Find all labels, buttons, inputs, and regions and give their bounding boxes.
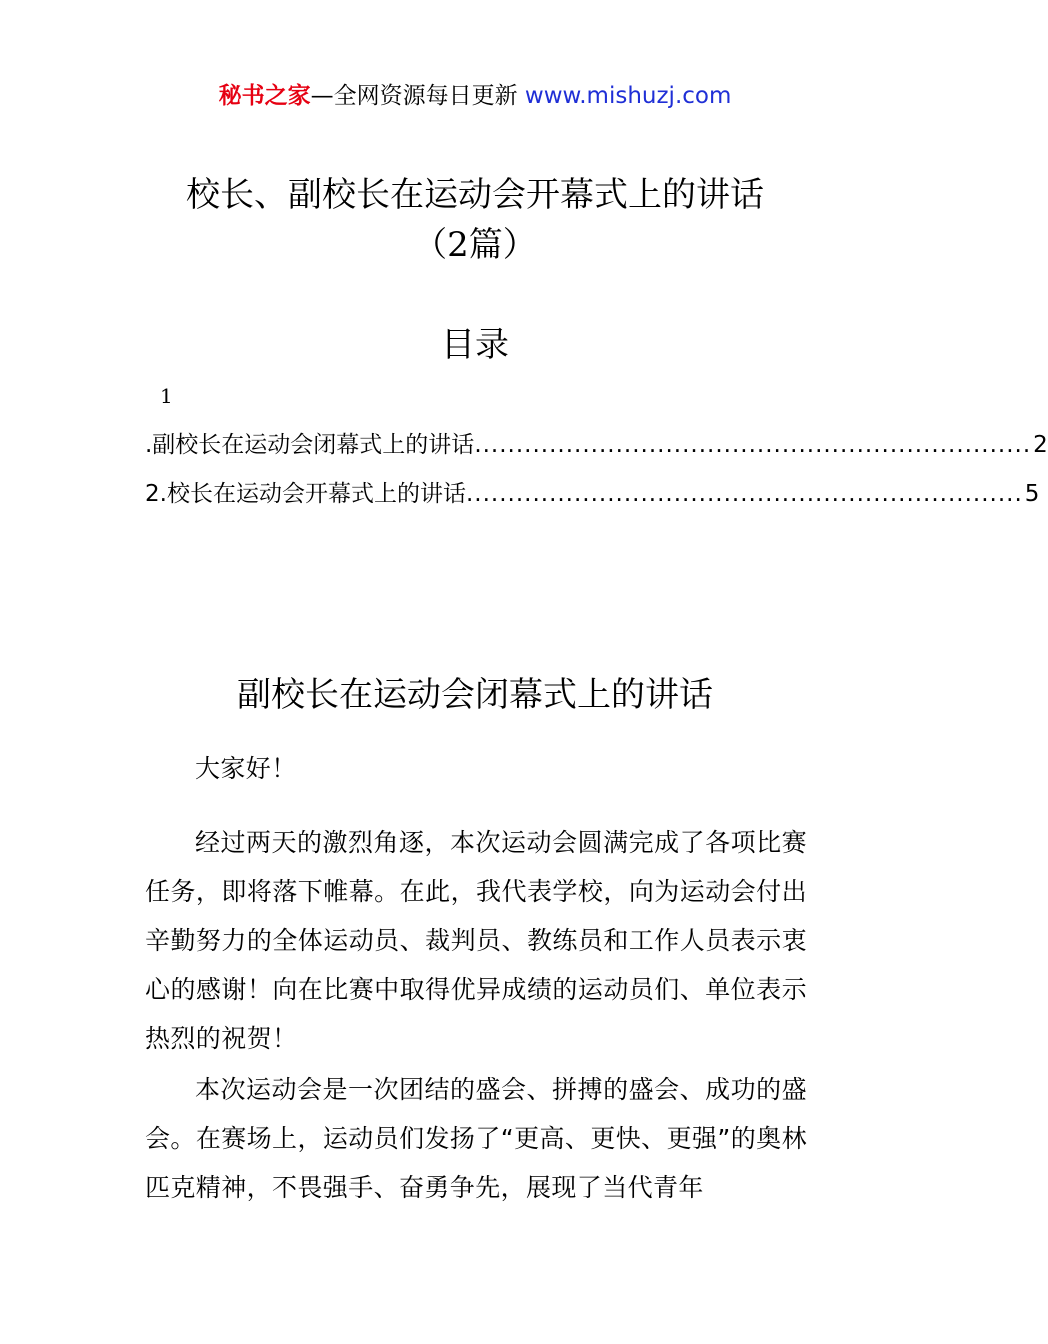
toc-entry[interactable] (145, 477, 1040, 511)
toc-entry-title: .副校长在运动会闭幕式上的讲话 (145, 432, 475, 458)
site-header (0, 80, 950, 112)
greeting-paragraph: 大家好！ (195, 754, 297, 783)
toc-entry-title: 2.校长在运动会开幕式上的讲话 (145, 481, 466, 507)
toc-entry-page: 2 (1033, 432, 1048, 458)
toc-entry[interactable] (145, 428, 1048, 462)
toc-entry-page: 5 (1024, 481, 1040, 507)
toc-heading: 目录 (441, 325, 509, 365)
toc-stray-number: 1 (160, 384, 173, 408)
section-title: 副校长在运动会闭幕式上的讲话 (237, 675, 713, 715)
site-url-link[interactable]: www.mishuzj.com (524, 83, 732, 109)
document-title-count: （2篇） (413, 225, 537, 265)
brand-name: 秘书之家 (218, 83, 311, 109)
document-title: 校长、副校长在运动会开幕式上的讲话 (186, 175, 764, 215)
toc-leader-dots: ................................................................... (465, 481, 1023, 507)
header-tagline: —全网资源每日更新 (310, 83, 518, 109)
toc-leader-dots: ................................................................... (474, 432, 1032, 458)
body-paragraph: 经过两天的激烈角逐，本次运动会圆满完成了各项比赛任务，即将落下帷幕。在此，我代表学校，向为运动会付出辛勤努力的全体运动员、裁判员、教练员和工作人员表示衷心的感谢！向在比赛中取得优异成绩的运动员们、单位表示热烈的祝贺！ (145, 828, 807, 1053)
body-paragraph: 本次运动会是一次团结的盛会、拼搏的盛会、成功的盛会。在赛场上，运动员们发扬了“更高、更快、更强”的奥林匹克精神，不畏强手、奋勇争先，展现了当代青年 (145, 1075, 807, 1202)
